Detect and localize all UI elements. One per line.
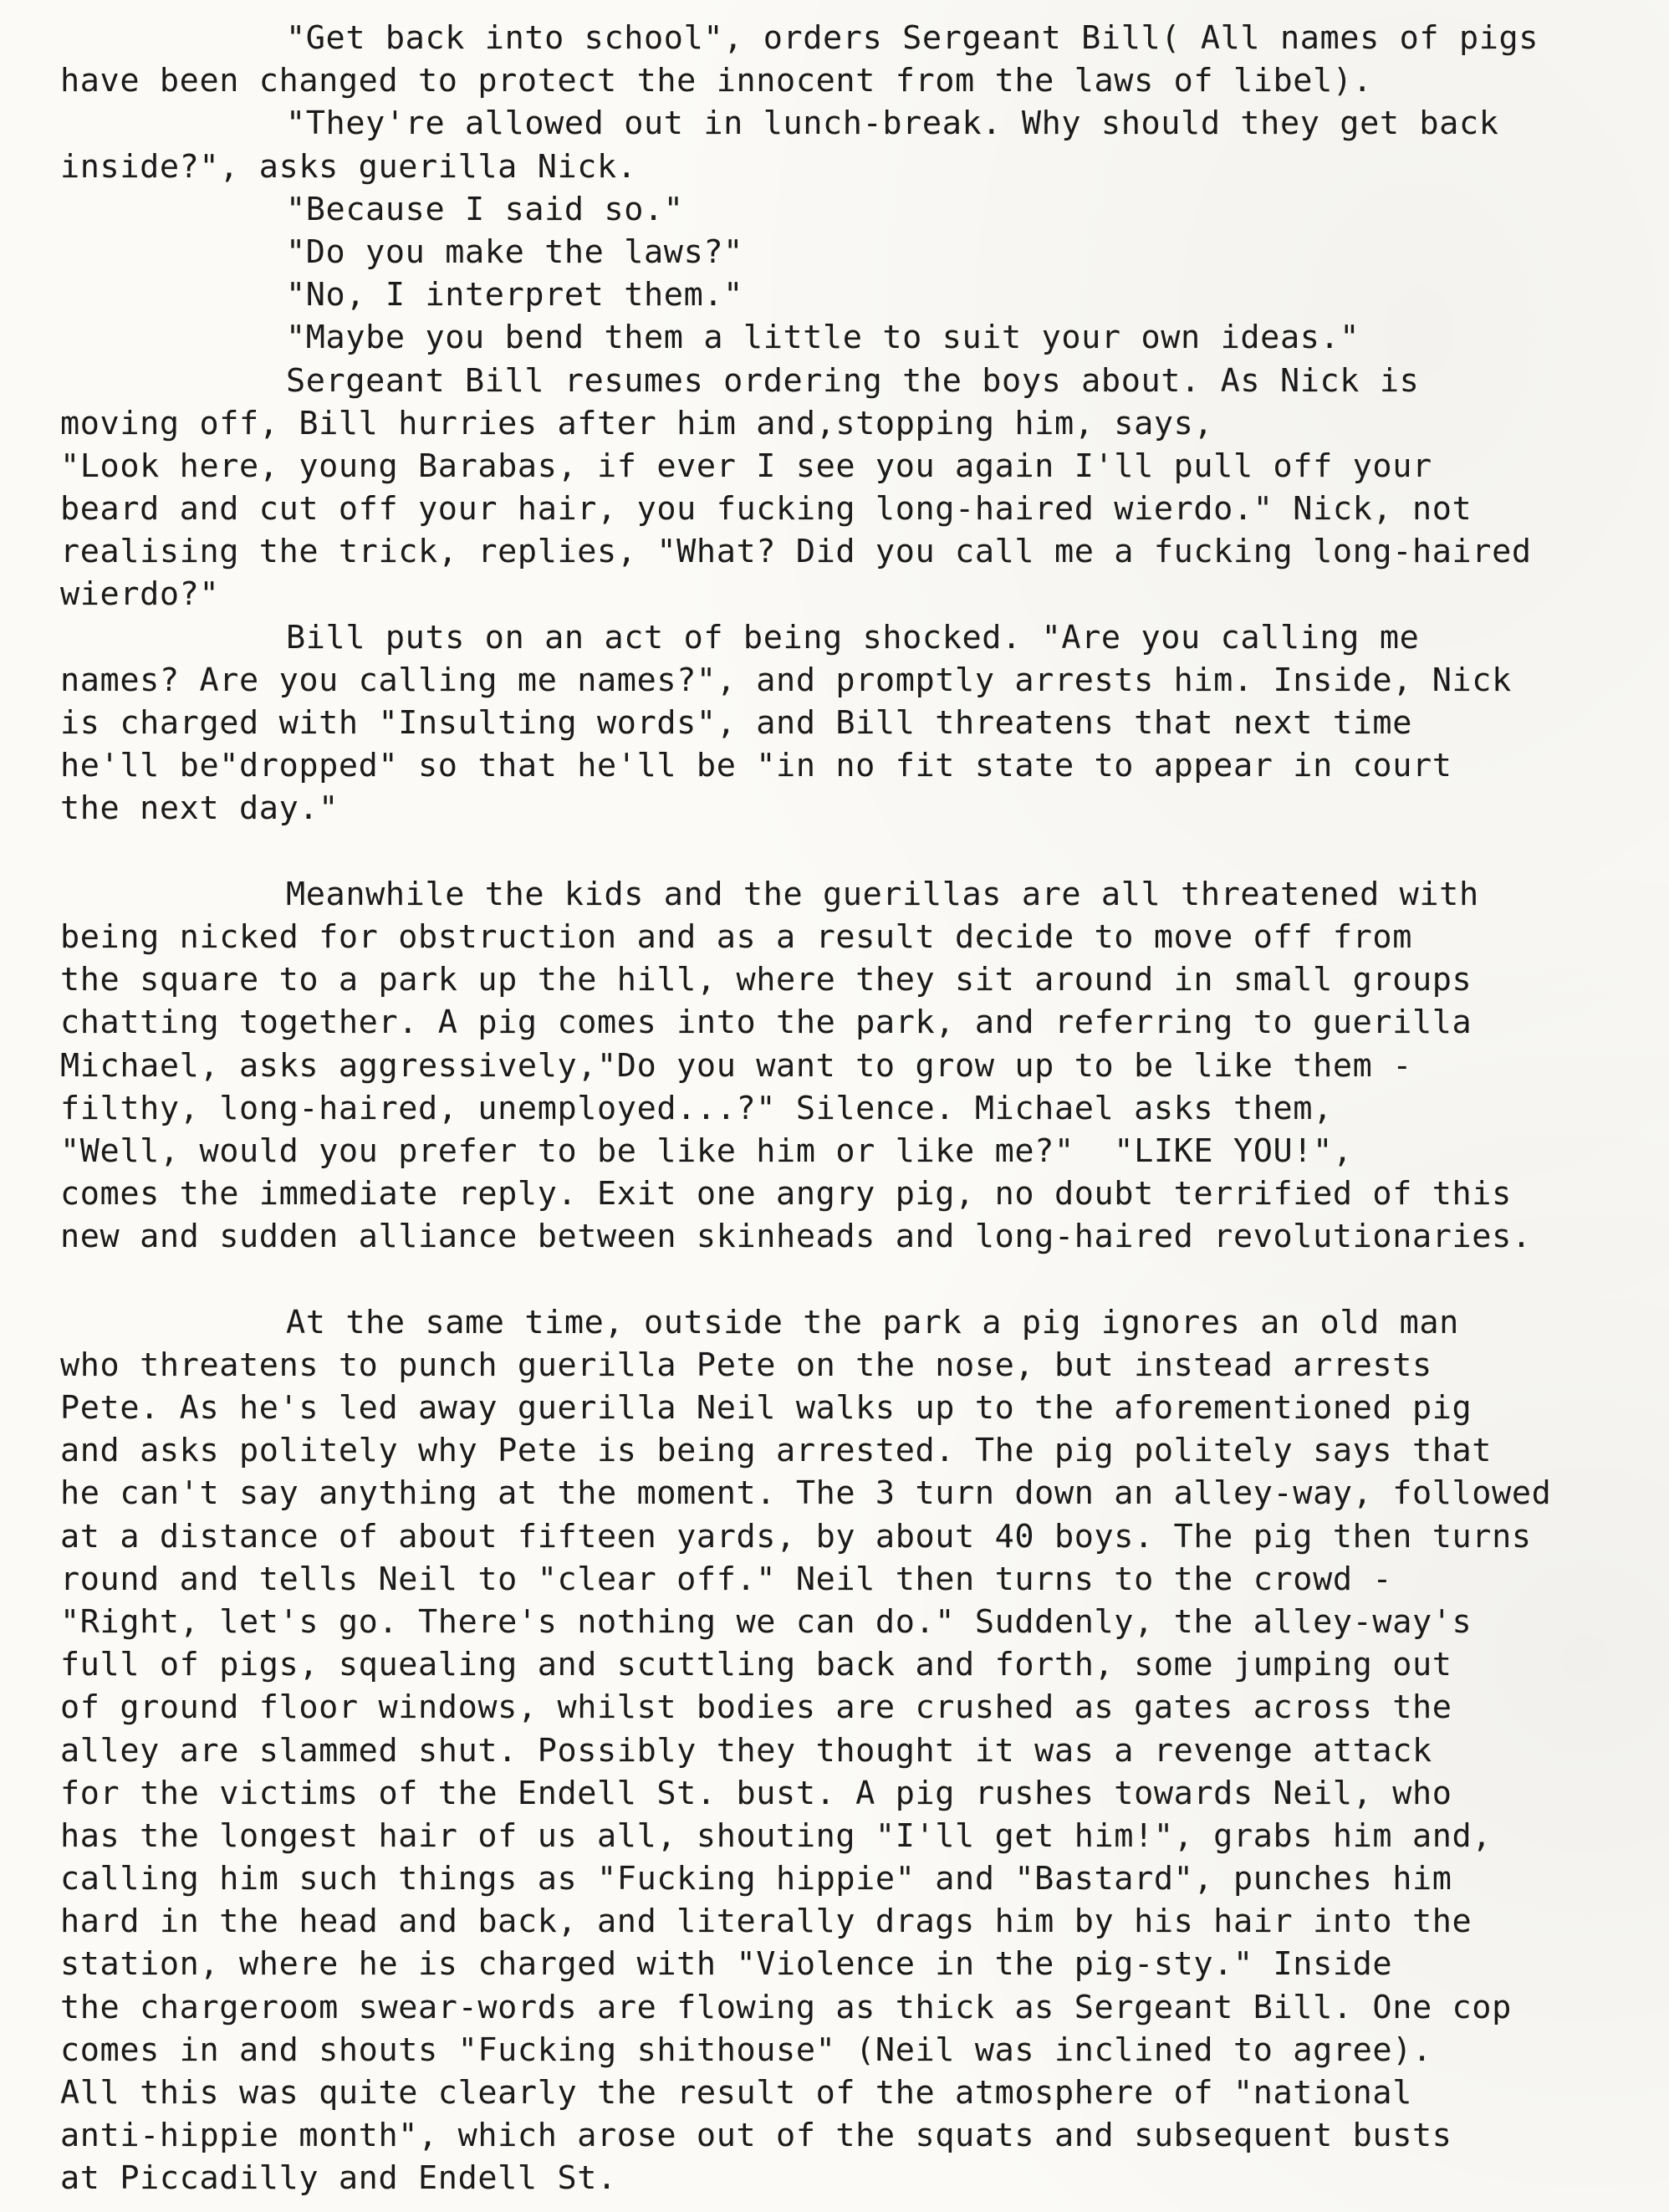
text-line: Bill puts on an act of being shocked. "Are you calling me xyxy=(286,618,1420,656)
text-line: Sergeant Bill resumes ordering the boys about. As Nick is xyxy=(286,361,1420,400)
text-line: he'll be"dropped" so that he'll be "in no fit state to appear in court xyxy=(60,747,1452,785)
paragraph-gap xyxy=(60,1258,1649,1300)
text-line: has the longest hair of us all, shouting "I'll get him!", grabs him and, xyxy=(60,1816,1493,1855)
text-line: hard in the head and back, and literally drags him by his hair into the xyxy=(60,1903,1472,1941)
text-line: at a distance of about fifteen yards, by about 40 boys. The pig then turns xyxy=(60,1517,1532,1556)
text-line: new and sudden alliance between skinheads and long-haired revolutionaries. xyxy=(60,1218,1532,1256)
text-line: Michael, asks aggressively,"Do you want to grow up to be like them - xyxy=(60,1046,1412,1085)
text-line: round and tells Neil to "clear off." Neil then turns to the crowd - xyxy=(60,1560,1393,1598)
text-line: wierdo?" xyxy=(60,575,220,614)
text-line: realising the trick, replies, "What? Did you call me a fucking long-haired xyxy=(60,533,1532,571)
text-line: "No, I interpret them." xyxy=(286,276,743,314)
text-line: the chargeroom swear-words are flowing as thick as Sergeant Bill. One cop xyxy=(60,1988,1512,2026)
text-line: comes in and shouts "Fucking shithouse" (Neil was inclined to agree). xyxy=(60,2031,1432,2069)
text-line: alley are slammed shut. Possibly they thought it was a revenge attack xyxy=(60,1731,1432,1770)
text-line: comes the immediate reply. Exit one angry pig, no doubt terrified of this xyxy=(60,1175,1512,1213)
paragraph-gap xyxy=(60,830,1649,873)
text-line: station, where he is charged with "Violence in the pig-sty." Inside xyxy=(60,1945,1393,1984)
text-line: Pete. As he's led away guerilla Neil walks up to the aforementioned pig xyxy=(60,1389,1472,1427)
text-line: the next day." xyxy=(60,789,339,828)
document-body xyxy=(60,17,1649,2200)
text-line: beard and cut off your hair, you fucking long-haired wierdo." Nick, not xyxy=(60,490,1472,529)
text-line: at Piccadilly and Endell St. xyxy=(60,2159,617,2198)
text-line: "Do you make the laws?" xyxy=(286,232,743,271)
text-line: "Look here, young Barabas, if ever I see you again I'll pull off your xyxy=(60,447,1432,485)
text-line: calling him such things as "Fucking hippie" and "Bastard", punches him xyxy=(60,1860,1452,1898)
text-line: Meanwhile the kids and the guerillas are all threatened with xyxy=(286,875,1479,913)
text-line: chatting together. A pig comes into the park, and referring to guerilla xyxy=(60,1004,1472,1042)
text-line: "They're allowed out in lunch-break. Why should they get back xyxy=(286,105,1499,143)
text-line: anti-hippie month", which arose out of the squats and subsequent busts xyxy=(60,2117,1452,2155)
text-line: "Well, would you prefer to be like him or like me?" "LIKE YOU!", xyxy=(60,1132,1353,1170)
text-line: the square to a park up the hill, where they sit around in small groups xyxy=(60,961,1472,999)
text-line: All this was quite clearly the result of the atmosphere of "national xyxy=(60,2074,1412,2112)
text-line: he can't say anything at the moment. The 3 turn down an alley-way, followed xyxy=(60,1474,1552,1513)
text-line: "Get back into school", orders Sergeant Bill( All names of pigs xyxy=(286,19,1539,57)
text-line: "Right, let's go. There's nothing we can do." Suddenly, the alley-way's xyxy=(60,1602,1472,1641)
text-line: inside?", asks guerilla Nick. xyxy=(60,147,637,186)
text-line: have been changed to protect the innocent from the laws of libel). xyxy=(60,62,1373,100)
text-line: is charged with "Insulting words", and Bill threatens that next time xyxy=(60,704,1412,742)
text-line: At the same time, outside the park a pig ignores an old man xyxy=(286,1303,1459,1341)
text-line: "Because I said so." xyxy=(286,190,684,228)
text-line: of ground floor windows, whilst bodies are crushed as gates across the xyxy=(60,1688,1452,1727)
text-line: who threatens to punch guerilla Pete on the nose, but instead arrests xyxy=(60,1346,1432,1384)
text-line: full of pigs, squealing and scuttling back and forth, some jumping out xyxy=(60,1646,1452,1684)
text-line: being nicked for obstruction and as a result decide to move off from xyxy=(60,917,1412,956)
text-line: "Maybe you bend them a little to suit your own ideas." xyxy=(286,319,1360,357)
text-line: and asks politely why Pete is being arrested. The pig politely says that xyxy=(60,1432,1493,1470)
text-line: names? Are you calling me names?", and promptly arrests him. Inside, Nick xyxy=(60,661,1512,699)
text-line: filthy, long-haired, unemployed...?" Silence. Michael asks them, xyxy=(60,1089,1333,1127)
text-line: for the victims of the Endell St. bust. A pig rushes towards Neil, who xyxy=(60,1774,1452,1812)
text-line: moving off, Bill hurries after him and,stopping him, says, xyxy=(60,404,1214,442)
